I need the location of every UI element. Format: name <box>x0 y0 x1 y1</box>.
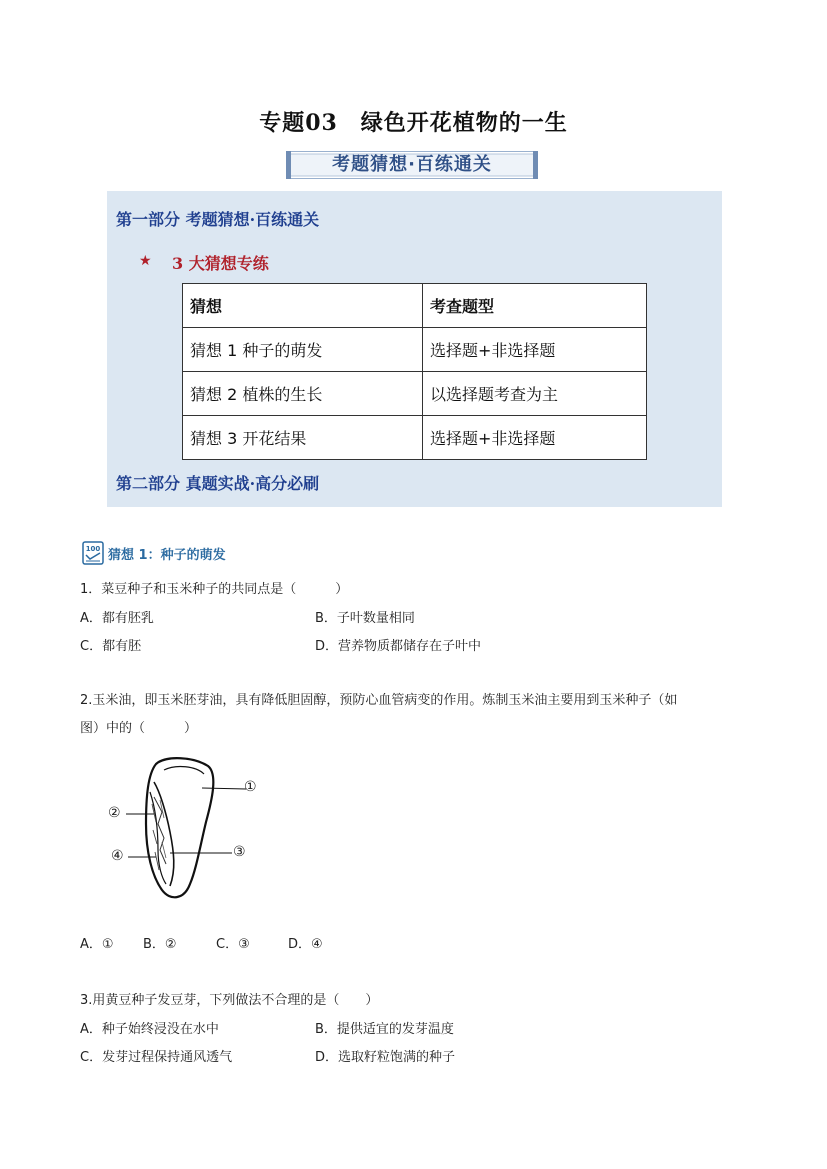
table-header-cell: 考查题型 <box>423 284 647 328</box>
question-3-option-c: C．发芽过程保持通风透气 <box>80 1050 233 1065</box>
table-row <box>183 372 647 416</box>
corn-seed-diagram <box>104 752 274 904</box>
question-1-option-c: C．都有胚 <box>80 639 142 654</box>
question-3-stem: 3.用黄豆种子发豆芽，下列做法不合理的是（ ） <box>80 993 379 1008</box>
corn-seed-figure <box>104 752 274 908</box>
question-1-option-b: B．子叶数量相同 <box>315 611 415 626</box>
svg-text:100: 100 <box>85 545 101 553</box>
question-2-option-c: C．③ <box>216 937 250 952</box>
question-3-option-d: D．选取籽粒饱满的种子 <box>315 1050 456 1065</box>
page-title: 专题03 绿色开花植物的一生 <box>259 110 568 136</box>
guess-table <box>182 283 647 460</box>
question-2-option-d: D．④ <box>288 937 323 952</box>
table-cell: 猜想 2 植株的生长 <box>183 372 423 416</box>
table-header-row <box>183 284 647 328</box>
question-2-stem-line-1: 2.玉米油，即玉米胚芽油，具有降低胆固醇，预防心血管病变的作用。炼制玉米油主要用到玉米种子（如 <box>80 693 678 708</box>
question-2-stem-line-2: 图）中的（ ） <box>80 721 198 736</box>
figure-label-2: ② <box>108 805 121 821</box>
question-2-option-b: B．② <box>143 937 177 952</box>
figure-label-4: ④ <box>111 848 124 864</box>
table-row <box>183 416 647 460</box>
banner-text: 考题猜想·百练通关 <box>332 154 492 175</box>
question-2-option-a: A．① <box>80 937 114 952</box>
table-cell: 选择题+非选择题 <box>423 328 647 372</box>
table-header-cell: 猜想 <box>183 284 423 328</box>
figure-label-3: ③ <box>233 844 246 860</box>
section-title: 猜想 1：种子的萌发 <box>108 548 226 563</box>
table-cell: 猜想 1 种子的萌发 <box>183 328 423 372</box>
figure-label-1: ① <box>244 779 257 795</box>
question-3-option-a: A．种子始终浸没在水中 <box>80 1022 219 1037</box>
question-1-option-d: D．营养物质都储存在子叶中 <box>315 639 482 654</box>
guess-practice-heading: 3 大猜想专练 <box>172 254 269 273</box>
table-cell: 猜想 3 开花结果 <box>183 416 423 460</box>
table-cell: 选择题+非选择题 <box>423 416 647 460</box>
question-1-stem: 1．菜豆种子和玉米种子的共同点是（ ） <box>80 582 349 597</box>
banner <box>286 151 538 179</box>
100-score-icon <box>82 541 104 569</box>
question-3-option-b: B．提供适宜的发芽温度 <box>315 1022 454 1037</box>
question-1-option-a: A．都有胚乳 <box>80 611 154 626</box>
part-two-heading: 第二部分 真题实战·高分必刷 <box>116 474 320 493</box>
star-icon: ★ <box>139 253 152 269</box>
table-row <box>183 328 647 372</box>
summary-panel <box>107 191 722 507</box>
part-one-heading: 第一部分 考题猜想·百练通关 <box>116 210 320 229</box>
table-cell: 以选择题考查为主 <box>423 372 647 416</box>
